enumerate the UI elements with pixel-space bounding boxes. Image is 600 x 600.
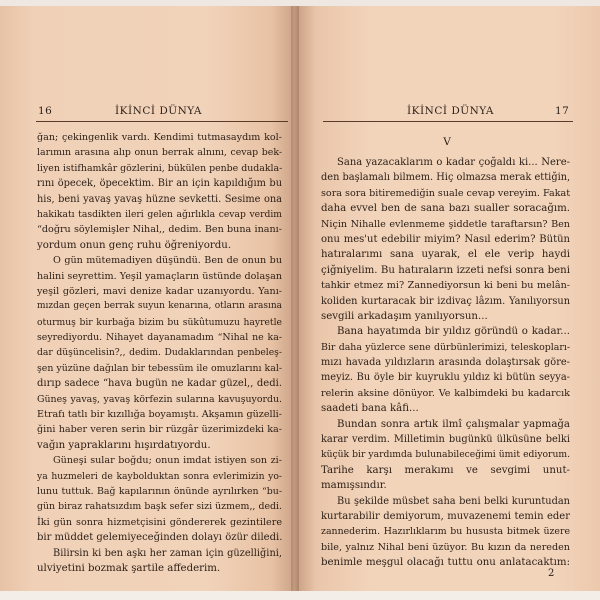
text-line: onu mes'ut edebilir miyim? Nasıl ederim? Bütün	[321, 233, 570, 245]
text-line: larımın arasına alıp onun berrak alnını, cevap bek-	[37, 147, 282, 159]
text-line: çiğniyelim. Bu hatıraların izzeti nefsi sonra beni	[321, 264, 570, 276]
text-line: rını öpecek, öpecektim. Bir an için kapıldığım bu	[37, 178, 282, 190]
text-line: Bu şekilde müsbet saha beni belki kuruntudan	[337, 495, 570, 507]
text-line: liyen istifhamkâr gözlerini, bükülen penbe dudakla-	[37, 162, 282, 174]
text-line: koliden kurtaracak bir izdivaç lâzım. Yanılıyorsun	[321, 295, 570, 307]
chapter-number: V	[443, 136, 451, 148]
text-line: zannederim. Hazırlıklarım bu hususta bitmek üzere	[321, 526, 570, 538]
text-line: ulviyetini bozmak şartile affederim.	[37, 562, 221, 574]
right-running-title: İKİNCİ DÜNYA	[407, 105, 495, 117]
left-page	[0, 0, 295, 600]
book-gutter	[291, 0, 299, 600]
text-line: hatıralarımı sana uyarak, el ele verip haydi	[321, 249, 570, 261]
text-line: Bir daha yüzlerce sene dürbünlerimizi, teleskopları-	[321, 341, 570, 353]
text-line: küçük bir yardımda bulunabileceğimi ümit ediyorum.	[321, 449, 570, 461]
text-line: bile, yalnız Nihal beni üzüyor. Bu kızın da nereden	[321, 541, 570, 553]
text-line: Tarihe karşı merakımı ve sevgimi unut-	[321, 464, 570, 476]
right-header-rule	[323, 121, 573, 122]
right-body-text	[321, 155, 570, 571]
text-line: ğan; çekingenlik vardı. Kendimi tutmasaydım kol-	[37, 132, 282, 143]
text-line: sevgili arkadaşım yanılıyorsun...	[321, 310, 488, 322]
right-page-number: 17	[555, 105, 570, 117]
text-line: Sana yazacaklarım o kadar çoğaldı ki... Nere-	[337, 157, 570, 168]
right-page	[295, 0, 600, 600]
text-line: halini seyrettim. Yeşil yamaçların üstünde dolaşan	[37, 270, 282, 282]
text-line: mızdan geçen berrak suyun kenarına, otların arasına	[37, 301, 282, 312]
text-line: kurtarabilir demiyorum, muvazenemi temin eder	[321, 510, 570, 522]
text-line: relerin aksine dönüyor. Ve kalbimdeki bu kadarcık	[321, 387, 570, 399]
text-line: yordum onun genç ruhu öğreniyordu.	[37, 239, 232, 251]
text-line: Güneşi sular boğdu; onun imdat istiyen son zi-	[53, 455, 282, 467]
text-line: Bundan sonra artık ilmî çalışmalar yapmağa	[337, 418, 570, 430]
text-line: den başlamalı bilmem. Hiç olmazsa merak ettiğin,	[321, 172, 570, 184]
text-line: sora sora bitiremediğin suale cevap vereyim. Fakat	[321, 187, 570, 199]
text-line: ğini haber veren serin bir rüzgâr üzerimizdeki ka-	[37, 424, 282, 436]
text-line: mamışsındır.	[321, 480, 387, 492]
text-line: Güneş yavaş, yavaş körfezin sularına kavuşuyordu.	[37, 393, 282, 405]
left-running-title: İKİNCİ DÜNYA	[115, 105, 203, 117]
text-line: vağın yapraklarını hışırdatıyordu.	[37, 439, 211, 451]
text-line: oturmuş bir kurbağa bizim bu sükûtumuzu hayretle	[37, 316, 282, 328]
left-body-text	[37, 130, 282, 576]
text-line: mızı havada yıldızların arasında dolaştırsak göre-	[321, 357, 570, 369]
text-line: benimle meşgul olacağı tuttu onu anlatacaktım:	[321, 557, 570, 569]
text-line: hakikatı tasdikten ileri gelen ağırlıkla cevap verdim	[37, 208, 282, 220]
text-line: saadeti bana kâfi...	[321, 403, 419, 415]
top-margin	[0, 0, 600, 6]
bottom-margin	[0, 591, 600, 600]
text-line: seyrediyordu. Nihayet dayanamadım “Nihal ne ka-	[37, 332, 282, 344]
text-line: Niçin Nihalle evlenmeme şiddetle taraftarsın? Ben	[321, 218, 570, 230]
text-line: “doğru söylemişler Nihal,, dedim. Ben buna inanı-	[37, 224, 282, 236]
text-line: his, beni yavaş yavaş hüzne sevketti. Sesime ona	[37, 193, 282, 205]
text-line: karar verdim. Milletimin bugünkü ülküsüne belki	[321, 434, 570, 446]
text-line: İki gün sonra hizmetçisini göndererek gezintilere	[37, 516, 282, 528]
left-page-number: 16	[38, 105, 53, 117]
text-line: dırıp sadece “hava bugün ne kadar güzel,, dedi.	[37, 378, 282, 390]
text-line: meyiz. Bu öyle bir kuyruklu yıldız ki bütün seyya-	[321, 372, 570, 384]
text-line: gün biraz rahatsızdım başk sefer sizi üzmem,, dedi.	[37, 501, 282, 513]
signature-mark: 2	[548, 568, 555, 579]
text-line: Bilirsin ki ben aşkı her zaman için güzelliğini,	[53, 547, 282, 559]
text-line: Bana hayatımda bir yıldız göründü o kadar...	[337, 326, 570, 338]
text-line: Etrafı tatlı bir kızıllığa boyamıştı. Akşamın güzelli-	[37, 409, 282, 421]
text-line: bir müddet gelemiyeceğinden dolayı özür diledi.	[37, 532, 282, 544]
text-line: ya huzmeleri de kaybolduktan sonra evlerimizin yo-	[37, 470, 282, 482]
text-line: dar düşüncelisin?,, dedim. Dudaklarından penbeleş-	[37, 347, 282, 359]
text-line: tahkir etmez mi? Zannediyorsun ki beni bu melân-	[321, 280, 570, 292]
text-line: şen yüzüne dağılan bir tebessüm ile omuzlarını kal-	[37, 362, 282, 374]
left-header-rule	[36, 121, 288, 122]
text-line: lunu tuttuk. Bağ kapılarının önünde ayrılırken “bu-	[37, 485, 282, 497]
text-line: yeşil gözleri, mavi denize kadar uzanıyordu. Yanı-	[37, 285, 282, 297]
text-line: O gün mütemadiyen düşündü. Ben de onun bu	[53, 255, 282, 267]
text-line: daha evvel ben de sana bazı sualler soracağım.	[321, 203, 570, 215]
